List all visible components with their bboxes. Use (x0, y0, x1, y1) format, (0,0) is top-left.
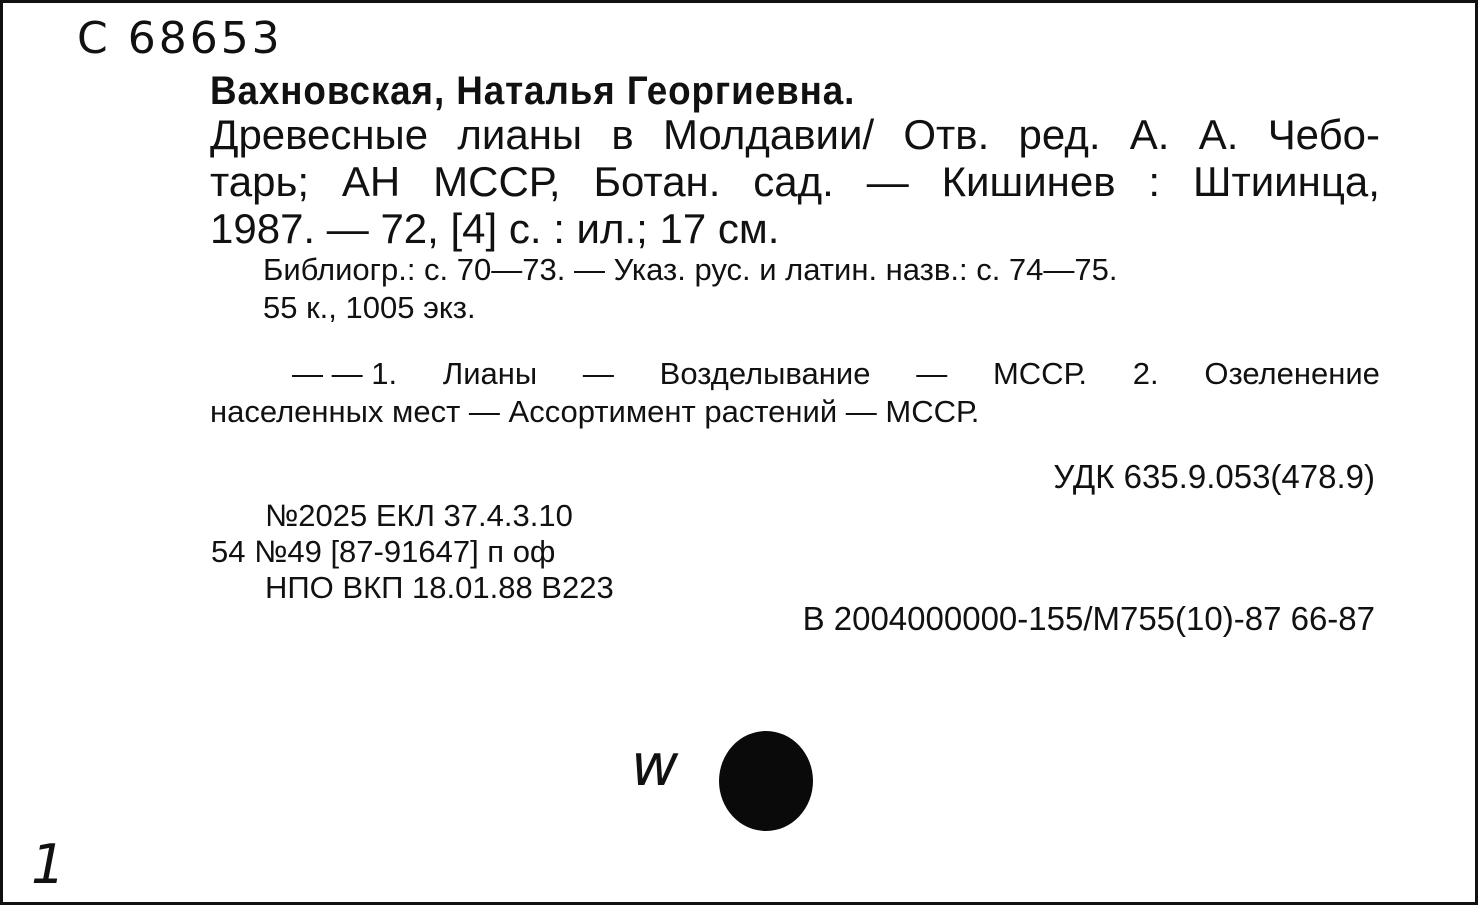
handwritten-mark: w (631, 731, 679, 799)
subject-word: — — 1. (292, 356, 398, 391)
title-word: МССР, (433, 158, 561, 205)
subject-word: — (582, 356, 614, 391)
subject-headings (210, 355, 1380, 431)
subjects-line-2: населенных мест — Ассортимент растений — МССР. (210, 394, 980, 429)
title-word: Молдавии/ (662, 111, 875, 158)
publisher-code-line: В 2004000000-155/М755(10)-87 66-87 (802, 600, 1375, 637)
title-line-2 (210, 158, 1380, 205)
subject-word: 2. (1132, 356, 1159, 391)
title-word: Кишинев (941, 158, 1116, 205)
title-word: — (866, 158, 909, 205)
subject-word: — (916, 356, 948, 391)
title-word: Чебо- (1267, 111, 1380, 158)
subject-word: Возделывание (659, 356, 871, 391)
title-word: тарь; (210, 158, 310, 205)
title-word: Ботан. (593, 158, 721, 205)
code-line-1: №2025 ЕКЛ 37.4.3.10 (265, 498, 573, 533)
subject-word: Озеленение (1204, 356, 1380, 391)
title-line-1 (210, 111, 1380, 158)
title-word: сад. (753, 158, 834, 205)
handwritten-corner-mark: 1 (31, 833, 66, 896)
title-word: АН (341, 158, 401, 205)
notes-line-1: Библиогр.: с. 70—73. — Указ. рус. и латин. назв.: с. 74—75. (263, 252, 1118, 287)
title-word: ред. (1018, 111, 1101, 158)
title-word: в (611, 111, 634, 158)
code-line-2: 54 №49 [87-91647] п оф (211, 534, 556, 569)
udk-classification: УДК 635.9.053(478.9) (1053, 458, 1375, 495)
print-codes (211, 498, 614, 606)
subject-word: МССР. (992, 356, 1087, 391)
subjects-line-1 (210, 355, 1380, 393)
subject-word: Лианы (442, 356, 538, 391)
black-dot-marker (719, 731, 813, 831)
call-number: С 68653 (77, 13, 283, 64)
title-word: : (1148, 158, 1161, 205)
title-word: Древесные (210, 111, 429, 158)
author-heading: Вахновская, Наталья Георгиевна. (210, 69, 856, 113)
title-line-3: 1987. — 72, [4] с. : ил.; 17 см. (210, 205, 780, 252)
bibliographic-notes (263, 251, 1380, 327)
title-word: Отв. (903, 111, 990, 158)
code-line-3: НПО ВКП 18.01.88 В223 (265, 570, 614, 605)
title-description (210, 111, 1380, 252)
notes-line-2: 55 к., 1005 экз. (263, 290, 476, 325)
title-word: Штиинца, (1192, 158, 1380, 205)
title-word: А. (1129, 111, 1170, 158)
title-word: А. (1198, 111, 1239, 158)
title-word: лианы (457, 111, 583, 158)
